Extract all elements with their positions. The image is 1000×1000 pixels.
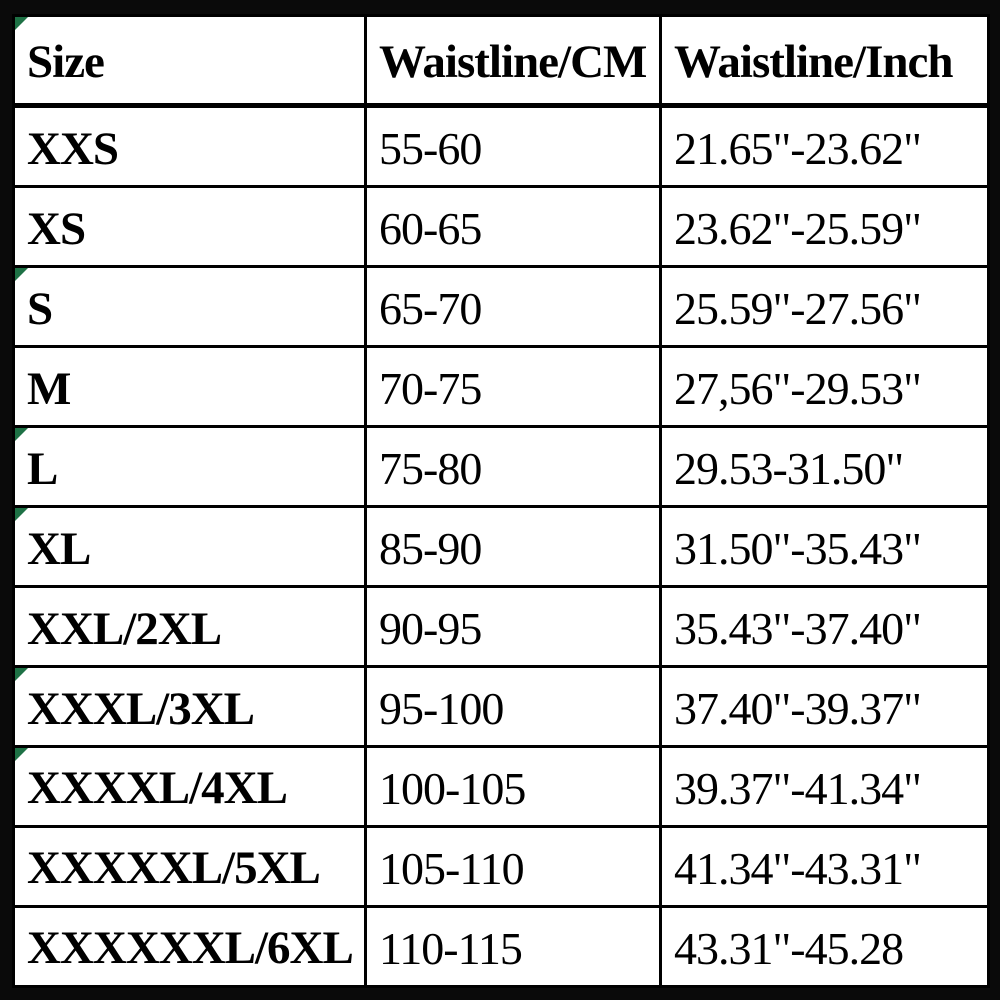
waistline-inch-value: 39.37"-41.34" <box>674 762 921 814</box>
waistline-inch-value: 31.50"-35.43" <box>674 523 921 575</box>
waistline-cm-cell <box>366 427 661 507</box>
table-row <box>14 427 989 507</box>
waistline-cm-cell <box>366 587 661 667</box>
size-cell <box>14 347 366 427</box>
green-corner-marker-icon <box>15 428 28 441</box>
size-chart-table-container <box>12 14 990 988</box>
waistline-inch-value: 41.34"-43.31" <box>674 842 921 894</box>
waistline-inch-cell <box>661 587 989 667</box>
size-label: XXXXXXL/6XL <box>27 922 353 975</box>
waistline-inch-cell <box>661 906 989 986</box>
waistline-inch-cell <box>661 667 989 747</box>
waistline-cm-cell <box>366 667 661 747</box>
size-label: XXXL/3XL <box>27 682 255 735</box>
table-row <box>14 187 989 267</box>
waistline-cm-value: 110-115 <box>379 922 522 974</box>
size-label: M <box>27 362 71 415</box>
waistline-cm-cell <box>366 187 661 267</box>
waistline-inch-cell <box>661 267 989 347</box>
waistline-cm-cell <box>366 507 661 587</box>
waistline-inch-value: 25.59"-27.56" <box>674 283 921 335</box>
waistline-inch-value: 29.53-31.50" <box>674 443 904 495</box>
waistline-cm-cell <box>366 267 661 347</box>
size-label: XL <box>27 522 91 575</box>
size-chart-table <box>12 14 990 988</box>
size-label: XXXXL/4XL <box>27 762 287 815</box>
waistline-cm-value: 95-100 <box>379 683 504 734</box>
waistline-cm-cell <box>366 906 661 986</box>
waistline-inch-value: 27,56"-29.53" <box>674 363 921 415</box>
header-cell-size <box>14 16 366 106</box>
size-label: S <box>27 282 53 335</box>
green-corner-marker-icon <box>15 668 28 681</box>
size-cell <box>14 826 366 906</box>
table-row <box>14 347 989 427</box>
waistline-cm-cell <box>366 106 661 187</box>
waistline-cm-value: 85-90 <box>379 523 482 575</box>
header-cell-waistline-inch <box>661 16 989 106</box>
waistline-inch-cell <box>661 826 989 906</box>
size-cell <box>14 106 366 187</box>
size-label: XXL/2XL <box>27 602 222 655</box>
waistline-inch-value: 37.40"-39.37" <box>674 683 921 734</box>
size-cell <box>14 507 366 587</box>
green-corner-marker-icon <box>15 17 28 30</box>
waistline-cm-value: 90-95 <box>379 603 482 655</box>
table-row <box>14 906 989 986</box>
table-row <box>14 746 989 826</box>
waistline-inch-cell <box>661 106 989 187</box>
waistline-inch-value: 43.31"-45.28 <box>674 922 904 974</box>
header-label-waistline-cm: Waistline/CM <box>379 36 647 88</box>
size-label: XXXXXL/5XL <box>27 842 320 895</box>
waistline-inch-value: 21.65"-23.62" <box>674 123 921 175</box>
header-cell-waistline-cm <box>366 16 661 106</box>
waistline-cm-value: 60-65 <box>379 203 482 255</box>
waistline-cm-value: 70-75 <box>379 363 482 415</box>
green-corner-marker-icon <box>15 508 28 521</box>
size-cell <box>14 267 366 347</box>
size-cell <box>14 667 366 747</box>
table-row <box>14 826 989 906</box>
waistline-inch-cell <box>661 746 989 826</box>
size-cell <box>14 427 366 507</box>
header-row <box>14 16 989 106</box>
size-cell <box>14 906 366 986</box>
size-cell <box>14 587 366 667</box>
waistline-cm-value: 105-110 <box>379 842 524 894</box>
waistline-inch-cell <box>661 347 989 427</box>
size-label: L <box>27 442 58 495</box>
waistline-cm-value: 55-60 <box>379 123 482 175</box>
waistline-cm-cell <box>366 746 661 826</box>
waistline-cm-cell <box>366 347 661 427</box>
size-label: XXS <box>27 122 119 175</box>
waistline-inch-value: 23.62"-25.59" <box>674 203 921 255</box>
table-row <box>14 507 989 587</box>
table-row <box>14 667 989 747</box>
waistline-inch-cell <box>661 187 989 267</box>
waistline-cm-cell <box>366 826 661 906</box>
header-label-waistline-inch: Waistline/Inch <box>674 36 953 88</box>
green-corner-marker-icon <box>15 268 28 281</box>
header-label-size: Size <box>27 36 104 88</box>
table-row <box>14 106 989 187</box>
table-row <box>14 587 989 667</box>
waistline-inch-cell <box>661 507 989 587</box>
waistline-inch-value: 35.43"-37.40" <box>674 603 921 655</box>
size-cell <box>14 746 366 826</box>
size-cell <box>14 187 366 267</box>
waistline-cm-value: 65-70 <box>379 283 482 335</box>
waistline-cm-value: 75-80 <box>379 443 482 495</box>
green-corner-marker-icon <box>15 748 28 761</box>
waistline-cm-value: 100-105 <box>379 762 526 814</box>
size-label: XS <box>27 202 86 255</box>
waistline-inch-cell <box>661 427 989 507</box>
table-row <box>14 267 989 347</box>
